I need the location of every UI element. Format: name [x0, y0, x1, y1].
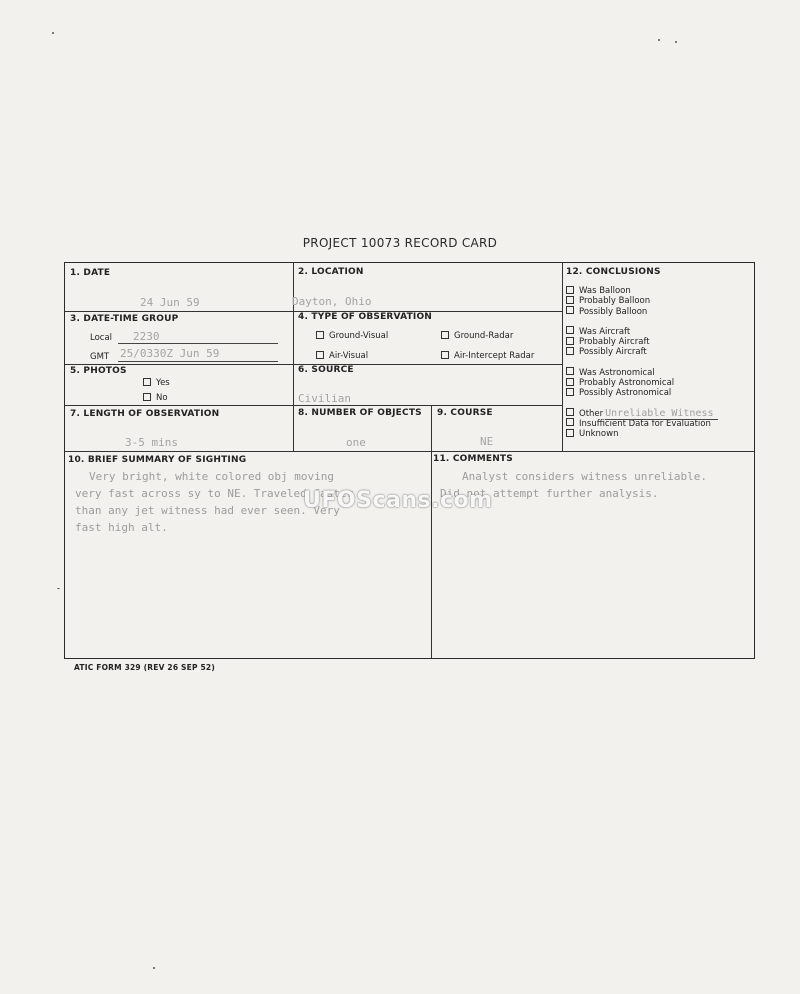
photos-option-yes[interactable]: Yes	[143, 378, 170, 388]
watermark: UFOScans.com	[303, 488, 493, 513]
summary-label: 10. BRIEF SUMMARY OF SIGHTING	[68, 455, 247, 465]
summary-line: very fast across sy to NE. Traveled faster	[75, 487, 354, 500]
checkbox[interactable]	[441, 331, 449, 339]
checkbox[interactable]	[566, 306, 574, 314]
divider	[431, 405, 432, 658]
checkbox[interactable]	[566, 388, 574, 396]
number-of-objects-value: one	[346, 436, 366, 449]
conclusion-possibly-astronomical[interactable]: Possibly Astronomical	[566, 388, 718, 398]
comments-line: Did not attempt further analysis.	[440, 487, 659, 500]
source-label: 6. SOURCE	[298, 365, 354, 375]
divider	[65, 405, 562, 406]
conclusion-was-aircraft[interactable]: Was Aircraft	[566, 327, 718, 337]
length-of-observation-value: 3-5 mins	[125, 436, 178, 449]
observation-option-air-visual[interactable]: Air-Visual	[316, 351, 368, 361]
conclusion-was-astronomical[interactable]: Was Astronomical	[566, 368, 718, 378]
checkbox[interactable]	[566, 378, 574, 386]
conclusion-possibly-aircraft[interactable]: Possibly Aircraft	[566, 347, 718, 357]
scan-speck	[675, 41, 677, 43]
card-title: PROJECT 10073 RECORD CARD	[302, 236, 498, 250]
gmt-value: 25/0330Z Jun 59	[120, 347, 220, 360]
checkbox[interactable]	[566, 418, 574, 426]
observation-option-ground-radar[interactable]: Ground-Radar	[441, 331, 513, 341]
scan-speck	[57, 588, 60, 589]
conclusion-probably-balloon[interactable]: Probably Balloon	[566, 296, 718, 306]
summary-line: than any jet witness had ever seen. Very	[75, 504, 340, 517]
checkbox[interactable]	[566, 347, 574, 355]
divider	[562, 263, 563, 451]
scan-speck	[153, 967, 155, 969]
observation-option-air-intercept-radar[interactable]: Air-Intercept Radar	[441, 351, 534, 361]
gmt-label: GMT	[90, 352, 110, 362]
length-of-observation-label: 7. LENGTH OF OBSERVATION	[70, 409, 220, 419]
divider	[65, 451, 754, 452]
checkbox[interactable]	[566, 296, 574, 304]
date-label: 1. DATE	[70, 268, 111, 278]
conclusion-was-balloon[interactable]: Was Balloon	[566, 286, 718, 296]
checkbox[interactable]	[566, 286, 574, 294]
local-value: 2230	[133, 330, 160, 343]
checkbox[interactable]	[441, 351, 449, 359]
conclusion-probably-astronomical[interactable]: Probably Astronomical	[566, 378, 718, 388]
course-value: NE	[480, 435, 494, 448]
summary-line: fast high alt.	[75, 521, 168, 534]
location-value: Dayton, Ohio	[292, 295, 372, 308]
conclusion-unknown[interactable]: Unknown	[566, 429, 718, 439]
checkbox[interactable]	[316, 351, 324, 359]
conclusion-possibly-balloon[interactable]: Possibly Balloon	[566, 307, 718, 317]
form-number: ATIC FORM 329 (REV 26 SEP 52)	[74, 663, 215, 672]
date-time-group-label: 3. DATE-TIME GROUP	[70, 314, 179, 324]
local-underline	[118, 343, 278, 344]
type-of-observation-label: 4. TYPE OF OBSERVATION	[298, 312, 433, 322]
summary-line: Very bright, white colored obj moving	[89, 470, 335, 483]
checkbox[interactable]	[143, 393, 151, 401]
checkbox[interactable]	[566, 337, 574, 345]
conclusion-insufficient-data[interactable]: Insufficient Data for Evaluation	[566, 419, 718, 429]
conclusion-other[interactable]: Other Unreliable Witness	[566, 409, 718, 419]
scan-speck	[658, 39, 660, 41]
comments-line: Analyst considers witness unreliable.	[462, 470, 708, 483]
comments-label: 11. COMMENTS	[433, 454, 513, 464]
photos-label: 5. PHOTOS	[70, 366, 127, 376]
checkbox[interactable]	[566, 429, 574, 437]
conclusions-list	[566, 286, 718, 440]
course-label: 9. COURSE	[437, 408, 493, 418]
observation-option-ground-visual[interactable]: Ground-Visual	[316, 331, 388, 341]
conclusions-label: 12. CONCLUSIONS	[566, 267, 661, 277]
divider	[293, 263, 294, 451]
location-label: 2. LOCATION	[298, 267, 364, 277]
gmt-underline	[118, 361, 278, 362]
conclusion-other-value: Unreliable Witness	[605, 408, 717, 420]
conclusion-probably-aircraft[interactable]: Probably Aircraft	[566, 337, 718, 347]
checkbox[interactable]	[566, 326, 574, 334]
checkbox[interactable]	[566, 367, 574, 375]
checkbox[interactable]	[316, 331, 324, 339]
date-value: 24 Jun 59	[140, 296, 200, 309]
checkbox[interactable]	[566, 408, 574, 416]
checkbox[interactable]	[143, 378, 151, 386]
photos-option-no[interactable]: No	[143, 393, 168, 403]
scan-speck	[52, 32, 54, 34]
number-of-objects-label: 8. NUMBER OF OBJECTS	[298, 408, 422, 418]
local-label: Local	[90, 333, 113, 343]
source-value: Civilian	[298, 392, 351, 405]
